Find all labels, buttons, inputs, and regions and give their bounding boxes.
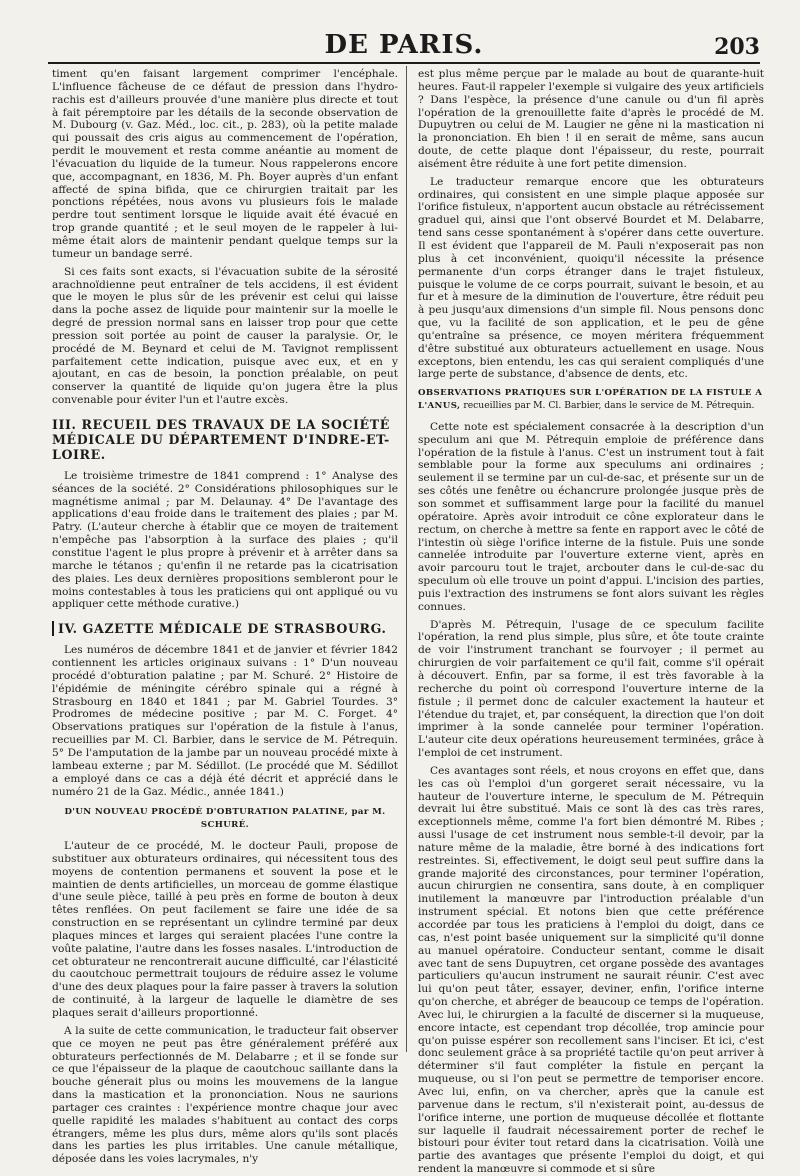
- subheading-rest: recueillies par M. Cl. Barbier, dans le service de M. Pétrequin.: [463, 400, 755, 412]
- page-header: [48, 28, 760, 64]
- paragraph: timent qu'en faisant largement comprimer l'encéphale. L'influence fâcheuse de ce défaut de pression dans l'hydro-rachis est d'ailleurs prouvée d'une manière plus directe et tout à fait péremptoire par les détails de la seconde observation de M. Dubourg (v. Gaz. Méd., loc. cit., p. 283), où la petite malade qui poussait des cris aigus au commencement de l'opération, perdit le mouvement et resta comme anéantie au moment de l'évacuation du liquide de la tumeur. Nous rappelerons encore que, accompagnant, en 1836, M. Ph. Boyer auprès d'un enfant affecté de spina bifida, que ce chirurgien traitait par les ponctions répétées, nous avons vu plusieurs fois le malade perdre tout sentiment lorsque le liquide avait été évacué en trop grande quantité ; et le seul moyen de le rappeler à lui-même était alors de maintenir pendant quelque temps sur la tumeur un bandage serré.: [52, 68, 398, 260]
- paragraph: L'auteur de ce procédé, M. le docteur Pauli, propose de substituer aux obturateurs ordinaires, qui nécessitent tous des moyens de contention permanens et souvent la pose et le maintien de dents artificielles, un morceau de gomme élastique d'une seule pièce, taillé à peu près en forme de bouton à deux têtes renflées. On peut facilement se faire une idée de sa construction en se représentant un cylindre terminé par deux plaques minces et larges qui seraient placées l'une contre la voûte palatine, l'autre dans les fosses nasales. L'introduction de cet obturateur ne rencontrerait aucune difficulté, car l'élasticité du caoutchouc permettrait toujours de réduire assez le volume d'une des deux plaques pour la faire passer à travers la solution de continuité, à la largeur de laquelle le diamètre de ses plaques serait d'ailleurs proportionné.: [52, 840, 398, 1019]
- paragraph: A la suite de cette communication, le traducteur fait observer que ce moyen ne peut pas être généralement préféré aux obturateurs perfectionnés de M. Delabarre ; et il se fonde sur ce que l'épaisseur de la plaque de caoutchouc saillante dans la bouche génerait plus ou moins les mouvemens de la langue dans la mastication et la prononciation. Nous ne saurions partager ces craintes : l'expérience montre chaque jour avec quelle rapidité les malades s'habituent au contact des corps étrangers, même les plus durs, même alors qu'ils sont placés dans les parties les plus irritables. Une canule métallique, déposée dans les voies lacrymales, n'y: [52, 1024, 398, 1166]
- left-column: [52, 68, 398, 1166]
- right-column: [418, 68, 764, 1176]
- paragraph: Ces avantages sont réels, et nous croyons en effet que, dans les cas où l'emploi d'un gorgeret serait nécessaire, vu la hauteur de l'ouverture interne, le speculum de M. Pétrequin devrait lui être substitué. Mais ce sont là des cas très rares, exceptionnels même, comme l'a fort bien démontré M. Ribes ; aussi l'usage de cet instrument nous semble-t-il devoir, par la nature même de la maladie, être borné à des indications fort restreintes. Si, effectivement, le doigt seul peut suffire dans la grande majorité des circonstances, pour terminer l'opération, aucun chirurgien ne consentira, sans doute, à en compliquer inutilement la manœuvre par l'introduction préalable d'un instrument spécial. Et notons bien que cette préférence accordée par tous les praticiens à l'emploi du doigt, dans ce cas, n'est point basée uniquement sur la simplicité qu'il donne au manuel opératoire. Conducteur sentant, comme le disait avec tant de sens Dupuytren, cet organe possède des avantages particuliers qu'aucun instrument ne saurait réunir. C'est avec lui qu'on peut tâter, essayer, deviner, enfin, l'orifice interne qu'on cherche, et abréger de beaucoup ce temps de l'opération. Avec lui, le chirurgien a la faculté de discerner si la muqueuse, encore intacte, est cependant trop décollée, trop amincie pour qu'on puisse espérer son recollement sans l'inciser. Et ici, c'est donc seulement grâce à sa propriété tactile qu'on peut arriver à déterminer s'il faut compléter la fistule en perçant la muqueuse, ou si l'on peut se permettre de temporiser encore. Avec lui, enfin, on va chercher, après que la canule est parvenue dans le rectum, s'il n'existerait point, au-dessus de l'orifice interne, une portion de muqueuse décollée et flottante sur laquelle il faudrait nécessairement porter de rechef le bistouri pour éviter tout retard dans la cicatrisation. Voilà une partie des avantages que présente l'emploi du doigt, et qui rendent la manœuvre si commode et si sûre: [418, 764, 764, 1176]
- paragraph: D'après M. Pétrequin, l'usage de ce speculum facilite l'opération, la rend plus simple, plus sûre, et ôte toute crainte de voir l'instrument tranchant se fourvoyer ; il permet au chirurgien de voir parfaitement ce qu'il fait, comme s'il opérait à découvert. Enfin, par sa forme, il est très favorable à la recherche du point où correspond l'ouverture interne de la fistule ; il permet donc de calculer exactement la hauteur et l'étendue du trajet, et, par conséquent, la direction que l'on doit imprimer à la sonde cannelée pour terminer l'opération. L'auteur cite deux opérations heureusement terminées, grâce à l'emploi de cet instrument.: [418, 618, 764, 760]
- paragraph: Si ces faits sont exacts, si l'évacuation subite de la sérosité arachnoïdienne peut entraîner de tels accidens, il est évident que le moyen le plus sûr de les prévenir est celui qui laisse dans la poche assez de liquide pour maintenir sur la moelle le degré de pression normal sans en laisser trop pour que cette pression soit portée au point de causer la paralysie. Or, le procédé de M. Beynard et celui de M. Tavignot remplissent parfaitement cette indication, puisque avec eux, et en y ajoutant, en cas de besoin, la ponction préalable, on peut conserver la quantité de liquide qu'on jugera être la plus convenable pour éviter l'un et l'autre excès.: [52, 265, 398, 407]
- page-number: 203: [714, 34, 760, 60]
- subheading-caps: OBSERVATIONS PRATIQUES SUR L'OPÉRATION DE LA FISTULE A L'ANUS,: [418, 388, 763, 412]
- paragraph: est plus même perçue par le malade au bout de quarante-huit heures. Faut-il rappeler l'exemple si vulgaire des yeux artificiels ? Dans l'espèce, la présence d'une canule ou d'un fil après l'opération de la grenouillette faite d'après le procédé de M. Dupuytren ou celui de M. Laugier ne gêne ni la mastication ni la prononciation. Eh bien ! il en serait de même, sans aucun doute, de cette plaque dont l'épaisseur, du reste, pourrait aisément être réduite à une fort petite dimension.: [418, 68, 764, 170]
- paragraph: Le traducteur remarque encore que les obturateurs ordinaires, qui consistent en une simple plaque apposée sur l'orifice fistuleux, n'apportent aucun obstacle au rétrécissement graduel qui, ainsi que l'ont observé Bourdet et M. Delabarre, tend sans cesse spontanément à s'opérer dans cette ouverture. Il est évident que l'appareil de M. Pauli n'exposerait pas non plus à cet inconvénient, quoiqu'il nécessite la présence permanente d'un corps étranger dans le trajet fistuleux, puisque le volume de ce corps pourrait, suivant le besoin, et au fur et à mesure de la diminution de l'ouverture, être réduit peu à peu jusqu'aux dimensions d'un simple fil. Nous pensons donc que, vu la facilité de son application, et le peu de gêne qu'entraîne sa présence, ce moyen méritera fréquemment d'être substitué aux obturateurs actuellement en usage. Nous exceptons, bien entendu, les cas qui seraient compliqués d'une large perte de substance, d'absence de dents, etc.: [418, 175, 764, 381]
- article-subheading: D'UN NOUVEAU PROCÉDÉ D'OBTURATION PALATINE, par M. SCHURÉ.: [64, 807, 386, 831]
- column-divider: [406, 66, 407, 1052]
- section-heading: IV. GAZETTE MÉDICALE DE STRASBOURG.: [52, 621, 398, 636]
- section-heading: III. RECUEIL DES TRAVAUX DE LA SOCIÉTÉ MÉDICALE DU DÉPARTEMENT D'INDRE-ET-LOIRE.: [52, 416, 390, 462]
- article-subheading: [418, 387, 764, 413]
- paragraph: Cette note est spécialement consacrée à la description d'un speculum ani que M. Pétrequin emploie de préférence dans l'opération de la fistule à l'anus. C'est un instrument tout à fait semblable pour la forme aux speculums ani ordinaires ; seulement il se termine par un cul-de-sac, et présente sur un de ses côtés une fenêtre ou échancrure prolongée jusque près de son sommet et suffisamment large pour la facilité du manuel opératoire. Après avoir introduit ce cône explorateur dans le rectum, on cherche à mettre sa fente en rapport avec le côté de l'intestin où siège l'orifice interne de la fistule. Puis une sonde cannelée introduite par l'ouverture externe vient, après en avoir parcouru tout le trajet, arcbouter dans le cul-de-sac du speculum où elle trouve un point d'appui. L'incision des parties, puis l'extraction des instrumens se font alors suivant les règles connues.: [418, 420, 764, 613]
- paragraph: Les numéros de décembre 1841 et de janvier et février 1842 contiennent les articles originaux suivans : 1° D'un nouveau procédé d'obturation palatine ; par M. Schuré. 2° Histoire de l'épidémie de méningite cérébro spinale qui a régné à Strasbourg en 1840 et 1841 ; par M. Gabriel Tourdes. 3° Prodromes de médecine positive ; par M. C. Forget. 4° Observations pratiques sur l'opération de la fistule à l'anus, recueillies par M. Cl. Barbier, dans le service de M. Pétrequin. 5° De l'amputation de la jambe par un nouveau procédé mixte à lambeau externe ; par M. Sédillot. (Le procédé que M. Sédillot a employé dans ce cas a déjà été décrit et apprécié dans le numéro 21 de la Gaz. Médic., année 1841.): [52, 644, 398, 798]
- paragraph: Le troisième trimestre de 1841 comprend : 1° Analyse des séances de la société. 2° Considérations philosophiques sur le magnétisme animal ; par M. Delaunay. 4° De l'avantage des applications d'eau froide dans le traitement des plaies ; par M. Patry. (L'auteur cherche à établir que ce moyen de traitement n'empêche pas l'absorption à la surface des plaies ; qu'il constitue l'agent le plus propre à prévenir et à arrêter dans sa marche le tétanos ; qu'enfin il ne retarde pas la cicatrisation des plaies. Les deux dernières propositions sembleront pour le moins contestables à tous les praticiens qui ont appliqué ou vu appliquer cette méthode curative.): [52, 469, 398, 611]
- page-title: DE PARIS.: [324, 30, 484, 60]
